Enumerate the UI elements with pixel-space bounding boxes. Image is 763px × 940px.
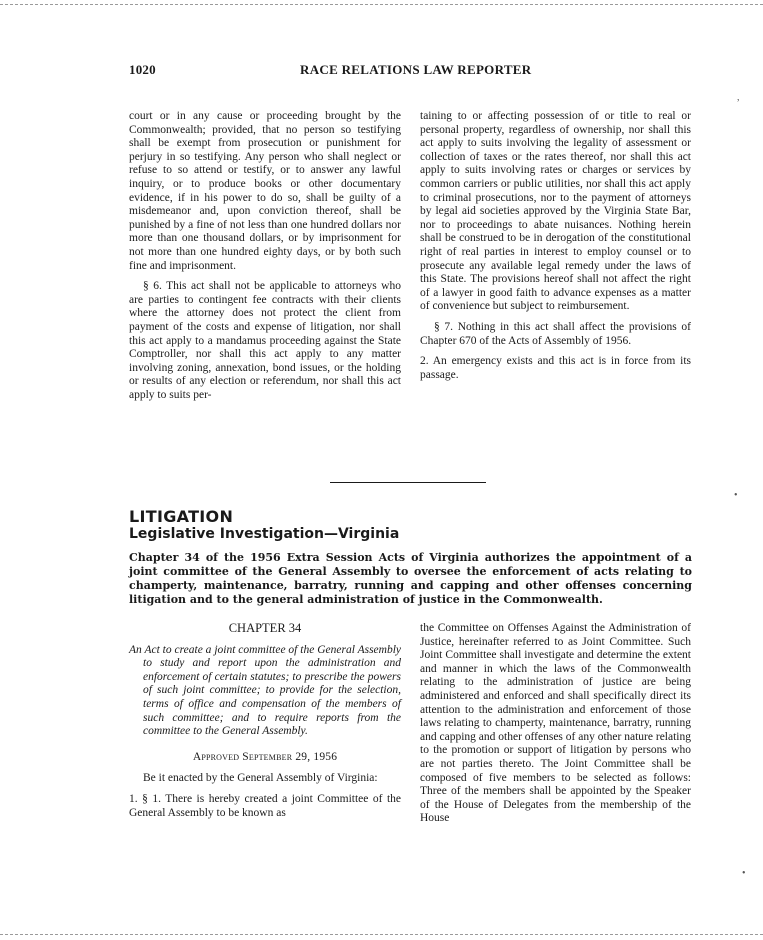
page-number: 1020 bbox=[129, 62, 156, 77]
act-title: An Act to create a joint committee of the General Assembly to study and report upon the administration and enforcement of certain statutes; to prescribe the powers of such joint committee; to provide for the selection, terms of office and compensation of the members of such committee; and to require reports from the committee to the General Assembly. bbox=[129, 643, 401, 738]
scan-speck: • bbox=[742, 868, 746, 879]
enacting-clause: Be it enacted by the General Assembly of Virginia: bbox=[143, 772, 378, 785]
section-1-start: 1. § 1. There is hereby created a joint Committee of the General Assembly to be known as bbox=[129, 792, 401, 819]
section-heading: LITIGATION bbox=[129, 507, 234, 526]
section-subheading: Legislative Investigation—Virginia bbox=[129, 526, 400, 542]
headnote-summary: Chapter 34 of the 1956 Extra Session Acts of Virginia authorizes the appointment of a joint committee of the General Assembly to oversee the enforcement of acts relating to champerty, maintenance, barratry, running and capping and other offenses concerning litigation and to the general administration of justice in the Commonwealth. bbox=[129, 551, 692, 606]
running-title: RACE RELATIONS LAW REPORTER bbox=[300, 62, 532, 77]
paragraph-section-6: § 6. This act shall not be applicable to attorneys who are parties to contingent fee contracts with their clients where the attorney does not protect the client from payment of the costs and expense of litigation, nor shall this act apply to a mandamus proceeding against the State Comptroller, nor shall this act apply to any matter involving zoning, annexation, bond issues, or the holding or results of any election or referendum, nor shall this act apply to suits per- bbox=[129, 280, 401, 401]
paragraph-section-7: § 7. Nothing in this act shall affect the provisions of Chapter 670 of the Acts of Assembly of 1956. bbox=[420, 320, 691, 347]
approval-date: Approved September 29, 1956 bbox=[192, 750, 338, 763]
paragraph-emergency: 2. An emergency exists and this act is in force from its passage. bbox=[420, 355, 691, 381]
paragraph: taining to or affecting possession of or title to real or personal property, regardless of ownership, nor shall this act apply to suits involving the legality of assessment or collection of taxes or the rates thereof, nor shall this act apply to suits involving rates or charges or services by common carriers or public utilities, nor shall this act apply to criminal prosecutions, nor to the payment of attorneys by legal aid societies approved by the Virginia State Bar, nor to proceedings to abate nuisances. Nothing herein shall be construed to be in derogation of the constitutional right of real parties in interest to employ counsel or to prosecute any available legal remedy under the laws of this State. The provisions hereof shall not affect the right of a lawyer in good faith to advance expenses as a matter of convenience but subject to reimbursement. bbox=[420, 110, 691, 313]
chapter-title: CHAPTER 34 bbox=[228, 621, 302, 635]
top-right-column bbox=[420, 110, 691, 382]
paragraph: the Committee on Offenses Against the Administration of Justice, hereinafter referred to as Joint Committee. Such Joint Committee shall investigate and determine the extent and manner in which the laws of the Commonwealth relating to the administration of justice are being administered and enforced and shall specifically direct its attention to the administration and enforcement of those laws relating to champerty, maintenance, barratry, running and capping and other offenses of any other nature relating to the promotion or support of litigation by persons who are not parties thereto. The Joint Committee shall be composed of five members to be selected as follows: Three of the members shall be appointed by the Speaker of the House of Delegates from the membership of the House bbox=[420, 622, 691, 825]
bottom-left-column bbox=[129, 622, 401, 820]
bottom-right-column bbox=[420, 622, 691, 826]
top-scan-edge bbox=[0, 4, 763, 5]
top-left-column bbox=[129, 110, 401, 402]
bottom-scan-edge bbox=[0, 934, 763, 935]
scan-speck: , bbox=[737, 92, 740, 103]
section-divider bbox=[330, 482, 486, 483]
scan-speck: • bbox=[734, 490, 738, 501]
paragraph: court or in any cause or proceeding brought by the Commonwealth; provided, that no person so testifying shall be exempt from prosecution or punishment for perjury in so testifying. Any person who shall neglect or refuse to so attend or testify, or to answer any lawful inquiry, or to produce books or other documentary evidence, if in his power to do so, shall be guilty of a misdemeanor and, upon conviction thereof, shall be punished by a fine of not less than one hundred dollars nor more than one thousand dollars, or by imprisonment for not more than one hundred eighty days, or by both such fine and imprisonment. bbox=[129, 110, 401, 272]
